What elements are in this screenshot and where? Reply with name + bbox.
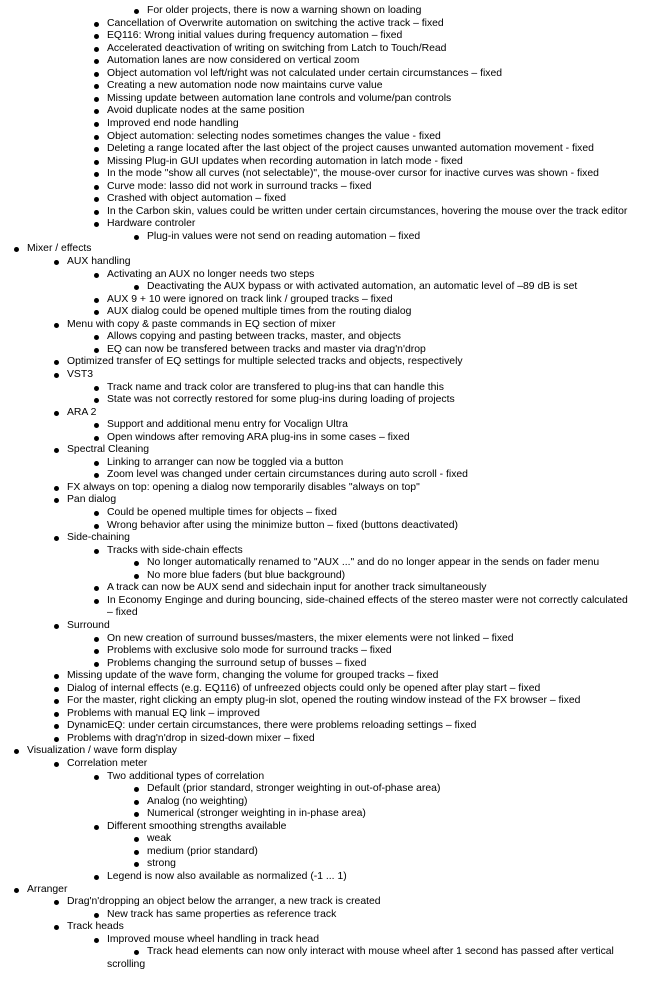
list-item-text: Creating a new automation node now maintains curve value [107,80,383,92]
list-item [0,808,654,821]
list-item-text: Arranger [27,883,68,895]
list-item-text: Activating an AUX no longer needs two steps [107,268,315,280]
list-item-text: In the Carbon skin, values could be written under certain circumstances, hovering the mouse over the track editor [107,205,628,217]
list-item-text: Menu with copy & paste commands in EQ section of mixer [67,318,336,330]
list-item-text: Correlation meter [67,758,148,769]
list-item [0,520,654,533]
list-item-text: Plug-in values were not send on reading automation – fixed [147,230,421,242]
list-item-text: New track has same properties as reference track [107,908,337,920]
list-item [0,369,654,382]
list-item [0,419,654,432]
bullet-icon [94,649,99,654]
list-item [0,858,654,871]
bullet-icon [54,712,59,717]
bullet-icon [54,498,59,503]
list-item-text: Object automation: selecting nodes sometimes changes the value - fixed [107,130,441,142]
list-item [0,193,654,206]
list-item-text: – fixed [107,607,138,619]
list-item [0,934,654,947]
list-item [0,494,654,507]
list-item [0,570,654,583]
bullet-icon [94,511,99,516]
list-item [0,884,654,897]
list-item [0,218,654,231]
bullet-icon [134,837,139,842]
list-item [0,231,654,244]
bullet-icon [94,423,99,428]
list-item-text: Missing update of the wave form, changing the volume for grouped tracks – fixed [67,670,439,682]
bullet-icon [94,549,99,554]
list-item [0,80,654,93]
bullet-icon [54,260,59,265]
list-item [0,143,654,156]
list-item-text: Open windows after removing ARA plug-ins in some cases – fixed [107,431,410,443]
bullet-icon [94,47,99,52]
bullet-icon [94,825,99,830]
list-item-text: Problems with manual EQ link – improved [67,707,260,719]
list-item-text: For the master, right clicking an empty plug-in slot, opened the routing window instead of the FX browser – fixed [67,695,581,707]
list-item [0,344,654,357]
list-item-text: Missing update between automation lane controls and volume/pan controls [107,92,452,104]
bullet-icon [54,448,59,453]
list-item-text: Object automation vol left/right was not calculated under certain circumstances – fixed [107,67,503,79]
list-item [0,256,654,269]
bullet-icon [94,109,99,114]
bullet-icon [134,574,139,579]
list-item-text: Track heads [67,921,124,933]
list-item-text: Default (prior standard, stronger weighting in out-of-phase area) [147,783,441,795]
list-item-text: On new creation of surround busses/masters, the mixer elements were not linked – fixed [107,632,514,644]
list-item-text: Track head elements can now only interact with mouse wheel after 1 second has passed after vertical [147,946,614,958]
list-item [0,469,654,482]
list-item [0,168,654,181]
bullet-icon [94,662,99,667]
bullet-icon [54,373,59,378]
list-item [0,331,654,344]
list-item-text: Numerical (stronger weighting in in-phase area) [147,808,366,820]
list-item [0,118,654,131]
list-item-text: Accelerated deactivation of writing on switching from Latch to Touch/Read [107,42,447,54]
list-item [0,93,654,106]
list-item-text: State was not correctly restored for some plug-ins during loading of projects [107,394,455,406]
list-item [0,670,654,683]
list-item [0,796,654,809]
list-item [0,946,654,959]
list-item [0,708,654,721]
list-item [0,557,654,570]
list-item [0,306,654,319]
list-item-text: AUX dialog could be opened multiple times from the routing dialog [107,306,412,318]
list-item-text: Mixer / effects [27,243,92,255]
bullet-icon [94,273,99,278]
list-item-text: In the mode "show all curves (not selectable)", the mouse-over cursor for inactive curves was shown - fixed [107,168,599,180]
list-item [0,68,654,81]
bullet-icon [54,486,59,491]
list-item [0,30,654,43]
bullet-icon [134,235,139,240]
bullet-icon [134,561,139,566]
list-item [0,658,654,671]
bullet-icon [94,335,99,340]
list-item-text: Surround [67,619,110,631]
list-item-text: In Economy Enginge and during bouncing, side-chained effects of the stereo master were not correctly calculated [107,594,628,606]
list-item [0,319,654,332]
list-item [0,281,654,294]
list-item-text: ARA 2 [67,406,97,418]
list-item [0,269,654,282]
list-item-text: Improved end node handling [107,117,239,129]
list-item-text: DynamicEQ: under certain circumstances, there were problems reloading settings – fixed [67,720,477,732]
list-item [0,294,654,307]
list-item [0,55,654,68]
bullet-icon [134,862,139,867]
list-item [0,758,654,771]
list-item-text: FX always on top: opening a dialog now temporarily disables "always on top" [67,481,420,493]
list-item-text: Problems with drag'n'drop in sized-down mixer – fixed [67,732,315,744]
list-item-text: Different smoothing strengths available [107,820,287,832]
list-item-text: Missing Plug-in GUI updates when recording automation in latch mode - fixed [107,155,463,167]
list-item-text: Dialog of internal effects (e.g. EQ116) of unfreezed objects could only be opened after play start – fixed [67,682,541,694]
list-item [0,407,654,420]
list-item-text: Tracks with side-chain effects [107,544,243,556]
list-item-text: Could be opened multiple times for objects – fixed [107,507,337,518]
bullet-icon [94,775,99,780]
list-item [0,695,654,708]
bullet-icon [14,888,19,893]
list-item [0,733,654,746]
list-item [0,43,654,56]
list-item [0,783,654,796]
bullet-icon [134,812,139,817]
bullet-icon [94,524,99,529]
bullet-icon [94,34,99,39]
bullet-icon [94,938,99,943]
bullet-icon [134,850,139,855]
list-item-continuation [0,959,654,972]
list-item [0,595,654,608]
bullet-icon [94,172,99,177]
list-item-text: Zoom level was changed under certain circumstances during auto scroll - fixed [107,469,468,481]
list-item-text: Deactivating the AUX bypass or with activated automation, an automatic level of –89 dB is set [147,281,578,293]
list-item-text: AUX 9 + 10 were ignored on track link / grouped tracks – fixed [107,293,393,305]
list-item [0,444,654,457]
bullet-icon [134,787,139,792]
list-item-text: Curve mode: lasso did not work in surround tracks – fixed [107,180,372,192]
list-item-text: Wrong behavior after using the minimize button – fixed (buttons deactivated) [107,519,458,531]
bullet-icon [14,247,19,252]
list-item [0,181,654,194]
list-item [0,382,654,395]
bullet-icon [54,762,59,767]
bullet-icon [94,461,99,466]
list-item [0,833,654,846]
bullet-icon [94,310,99,315]
list-item [0,457,654,470]
bullet-icon [94,875,99,880]
list-item [0,909,654,922]
bullet-icon [134,950,139,955]
list-item-text: Avoid duplicate nodes at the same position [107,105,305,117]
list-item-text: Problems with exclusive solo mode for surround tracks – fixed [107,645,392,657]
bullet-icon [94,398,99,403]
list-item [0,532,654,545]
list-item-text: No longer automatically renamed to "AUX ..." and do no longer appear in the sends on fader menu [147,557,600,569]
list-item [0,683,654,696]
list-item-text: Legend is now also available as normalized (-1 ... 1) [107,870,347,882]
list-item-text: Track name and track color are transfered to plug-ins that can handle this [107,381,444,393]
list-item [0,645,654,658]
list-item [0,507,654,520]
bullet-icon [54,724,59,729]
bullet-icon [94,135,99,140]
bullet-icon [94,210,99,215]
bullet-icon [14,749,19,754]
bullet-icon [94,72,99,77]
bullet-icon [94,59,99,64]
bullet-icon [94,599,99,604]
bullet-icon [94,97,99,102]
list-item-text: Crashed with object automation – fixed [107,193,287,205]
list-item-text: EQ116: Wrong initial values during frequency automation – fixed [107,30,403,42]
bullet-icon [94,84,99,89]
list-item [0,131,654,144]
list-item [0,243,654,256]
bullet-icon [94,22,99,27]
list-item-text: Improved mouse wheel handling in track head [107,933,319,945]
bullet-icon [94,637,99,642]
bullet-icon [54,925,59,930]
list-item-text: For older projects, there is now a warning shown on loading [147,5,422,16]
list-item [0,620,654,633]
list-item-text: Two additional types of correlation [107,770,265,782]
list-item-text: VST3 [67,368,93,380]
list-item-text: Support and additional menu entry for Vocalign Ultra [107,419,348,431]
list-item [0,720,654,733]
list-item-text: Spectral Cleaning [67,444,150,456]
list-item-text: Analog (no weighting) [147,795,248,807]
list-item [0,482,654,495]
list-item-continuation [0,607,654,620]
bullet-icon [54,687,59,692]
bullet-icon [94,386,99,391]
list-item-text: Cancellation of Overwrite automation on switching the active track – fixed [107,17,444,29]
list-item-text: strong [147,858,176,870]
list-item [0,206,654,219]
list-item [0,771,654,784]
list-item-text: Automation lanes are now considered on vertical zoom [107,55,360,67]
bullet-icon [54,360,59,365]
bullet-icon [134,800,139,805]
bullet-icon [94,298,99,303]
list-item-text: No more blue faders (but blue background) [147,569,346,581]
list-item [0,871,654,884]
bullet-icon [94,473,99,478]
list-item-text: scrolling [107,958,146,970]
bullet-icon [54,323,59,328]
list-item [0,896,654,909]
bullet-icon [94,913,99,918]
bullet-icon [54,624,59,629]
list-item-text: EQ can now be transfered between tracks and master via drag'n'drop [107,343,426,355]
list-item-text: Drag'n'dropping an object below the arranger, a new track is created [67,896,381,908]
list-item [0,356,654,369]
bullet-icon [54,674,59,679]
list-item-text: weak [147,833,172,845]
bullet-icon [134,285,139,290]
list-item-text: medium (prior standard) [147,845,258,857]
bullet-icon [94,147,99,152]
list-item-text: Visualization / wave form display [27,745,177,757]
list-item [0,545,654,558]
bullet-icon [94,197,99,202]
list-item-text: Hardware controler [107,218,196,230]
list-item-text: Linking to arranger can now be toggled via a button [107,456,344,468]
bullet-icon [54,536,59,541]
bullet-icon [54,699,59,704]
bullet-icon [94,348,99,353]
list-item [0,821,654,834]
list-item-text: Optimized transfer of EQ settings for multiple selected tracks and objects, respectively [67,356,463,368]
bullet-icon [134,9,139,14]
bullet-icon [54,737,59,742]
list-item [0,105,654,118]
list-item [0,5,654,18]
list-item-text: Side-chaining [67,532,130,544]
list-item [0,18,654,31]
bullet-icon [94,122,99,127]
bullet-icon [94,160,99,165]
list-item [0,633,654,646]
bullet-icon [94,222,99,227]
list-item-text: A track can now be AUX send and sidechain input for another track simultaneously [107,582,487,594]
bullet-icon [94,436,99,441]
bullet-icon [94,586,99,591]
list-item [0,432,654,445]
list-item-text: AUX handling [67,256,131,267]
list-item [0,156,654,169]
list-item-text: Pan dialog [67,494,117,506]
list-item-text: Problems changing the surround setup of busses – fixed [107,657,367,669]
list-item [0,846,654,859]
bullet-icon [94,185,99,190]
list-item [0,582,654,595]
list-item [0,394,654,407]
bullet-icon [54,411,59,416]
list-item [0,745,654,758]
list-item-text: Allows copying and pasting between tracks, master, and objects [107,331,401,343]
bullet-icon [54,900,59,905]
list-item-text: Deleting a range located after the last object of the project causes unwanted automation movement - fixed [107,143,594,155]
list-item [0,921,654,934]
